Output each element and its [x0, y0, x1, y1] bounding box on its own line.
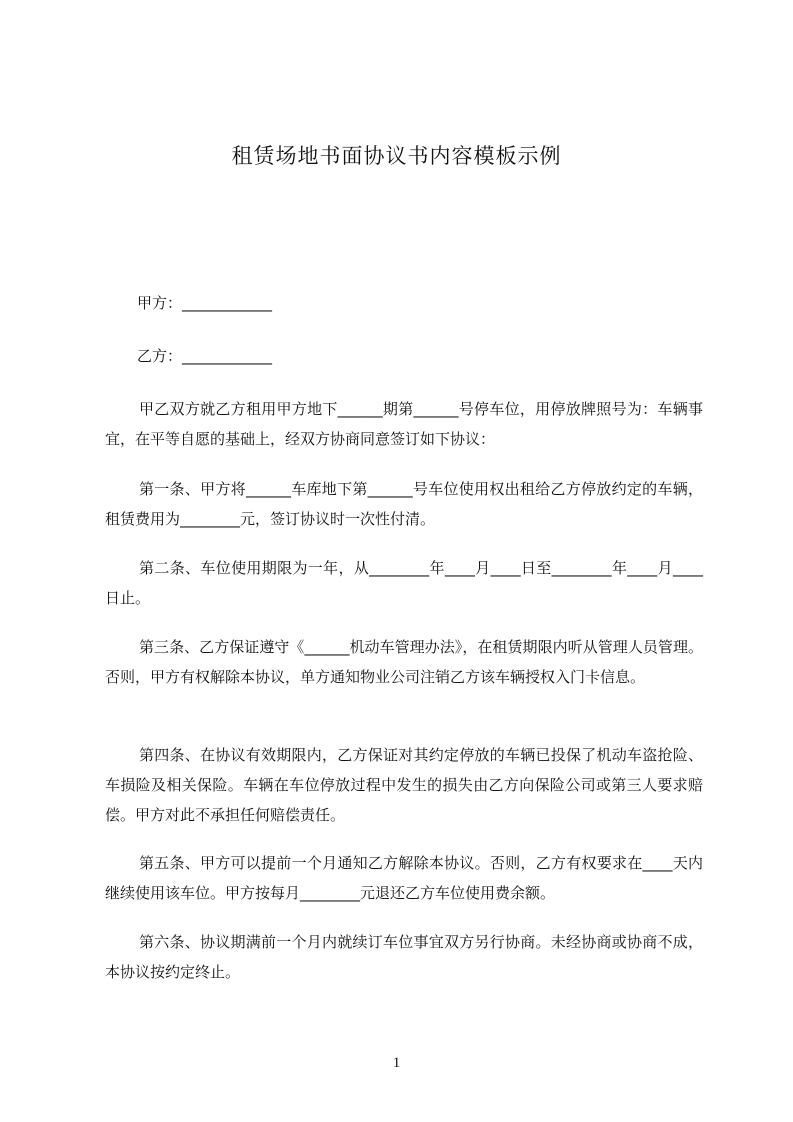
clause-2: 第二条、车位使用期限为一年，从________年____月____日至________年____月____日止。	[105, 559, 703, 607]
clause-3: 第三条、乙方保证遵守《______机动车管理办法》，在租赁期限内听从管理人员管理。否则，甲方有权解除本协议，单方通知物业公司注销乙方该车辆授权入门卡信息。	[105, 638, 703, 686]
intro-paragraph: 甲乙双方就乙方租用甲方地下______期第______号停车位，用停放牌照号为：车辆事宜，在平等自愿的基础上，经双方协商同意签订如下协议：	[105, 400, 703, 448]
document-title: 租赁场地书面协议书内容模板示例	[231, 144, 562, 168]
clause-6: 第六条、协议期满前一个月内就续订车位事宜双方另行协商。未经协商或协商不成，本协议按约定终止。	[105, 933, 703, 981]
clause-4: 第四条、在协议有效期限内，乙方保证对其约定停放的车辆已投保了机动车盗抢险、车损险及相关保险。车辆在车位停放过程中发生的损失由乙方向保险公司或第三人要求赔偿。甲方对此不承担任何赔偿责任。	[105, 746, 703, 824]
clause-1: 第一条、甲方将______车库地下第______号车位使用权出租给乙方停放约定的车辆，租赁费用为________元，签订协议时一次性付清。	[105, 480, 703, 528]
party-b-line: 乙方：____________	[137, 347, 273, 365]
clause-5: 第五条、甲方可以提前一个月通知乙方解除本协议。否则，乙方有权要求在____天内继续使用该车位。甲方按每月________元退还乙方车位使用费余额。	[105, 854, 703, 902]
party-a-line: 甲方：____________	[137, 294, 273, 312]
page-number: 1	[392, 1055, 401, 1071]
